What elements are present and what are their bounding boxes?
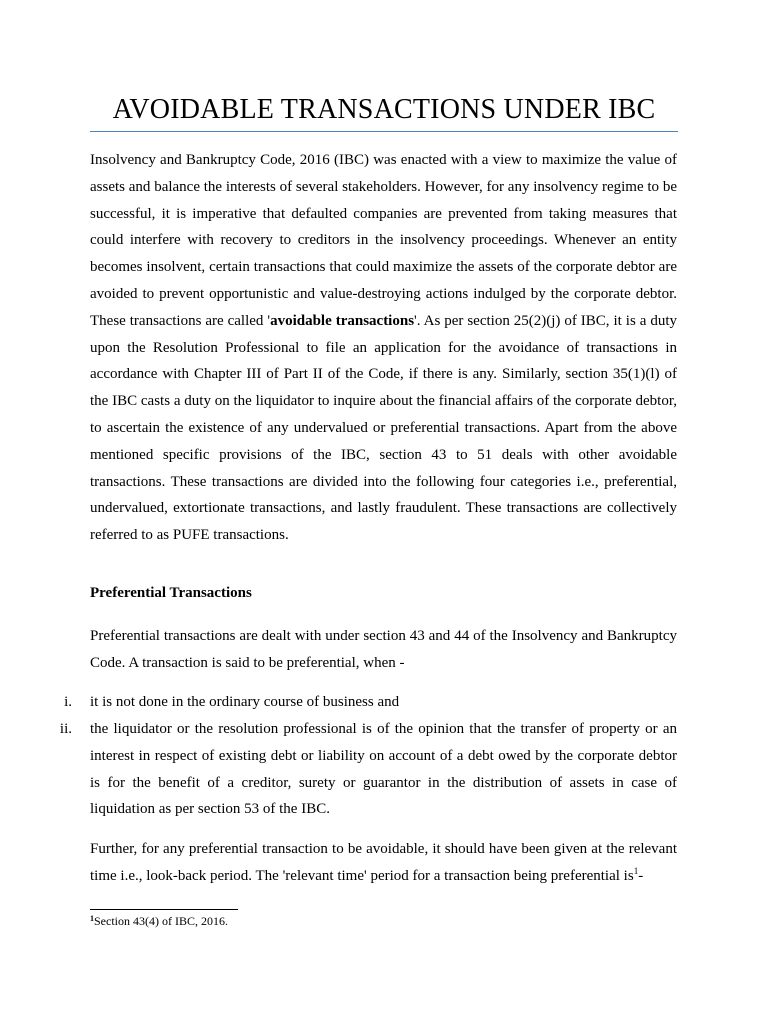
page-title: AVOIDABLE TRANSACTIONS UNDER IBC xyxy=(112,94,656,125)
footnote-separator xyxy=(90,909,238,910)
intro-bold-term: avoidable transactions xyxy=(270,312,415,329)
footnote-reference[interactable]: 1 xyxy=(633,865,639,876)
intro-text-start: Insolvency and Bankruptcy Code, 2016 (IBC) was enacted with a view to maximize the value of assets and balance the interests of several stakeholders. However, for any insolvency regime to be successful, it is imperative that defaulted companies are prevented from taking measures that could interfere with recovery to creditors in the insolvency proceedings. Whenever an entity becomes insolvent, certain transactions that could maximize the assets of the corporate debtor are avoided to prevent opportunistic and value-destroying actions indulged by the corporate debtor. These transactions are called ' xyxy=(90,152,677,329)
section-heading: Preferential Transactions xyxy=(90,585,252,601)
further-tail: - xyxy=(638,867,644,884)
footnote-number: 1 xyxy=(90,914,94,923)
further-text: Further, for any preferential transaction to be avoidable, it should have been given at the relevant time i.e., look-back period. The 'relevant time' period for a transaction being preferential is xyxy=(90,841,677,884)
footnote xyxy=(90,912,228,930)
list-item-number: ii. xyxy=(59,721,72,737)
section-paragraph: Preferential transactions are dealt with under section 43 and 44 of the Insolvency and Bankruptcy Code. A transaction is said to be preferential, when - xyxy=(90,628,677,671)
intro-paragraph xyxy=(90,147,677,549)
intro-text-end: '. As per section 25(2)(j) of IBC, it is a duty upon the Resolution Professional to file an application for the avoidance of transactions in accordance with Chapter III of Part II of the Code, if there is any. Similarly, section 35(1)(l) of the IBC casts a duty on the liquidator to inquire about the financial affairs of the corporate debtor, to ascertain the existence of any undervalued or preferential transactions. Apart from the above mentioned specific provisions of the IBC, section 43 to 51 deals with other avoidable transactions. These transactions are divided into the following four categories i.e., preferential, undervalued, extortionate transactions, and lastly fraudulent. These transactions are collectively referred to as PUFE transactions. xyxy=(90,312,678,544)
title-underline xyxy=(90,131,678,132)
list-item-number: i. xyxy=(64,694,72,710)
list-item-text: it is not done in the ordinary course of business and xyxy=(90,694,400,710)
list-item-text: the liquidator or the resolution professional is of the opinion that the transfer of property or an interest in respect of existing debt or liability on account of a debt owed by the corporate debtor is for the benefit of a creditor, surety or guarantor in the distribution of assets in case of liquidation as per section 53 of the IBC. xyxy=(90,721,677,818)
further-paragraph xyxy=(90,836,677,890)
footnote-text: Section 43(4) of IBC, 2016. xyxy=(94,914,228,928)
